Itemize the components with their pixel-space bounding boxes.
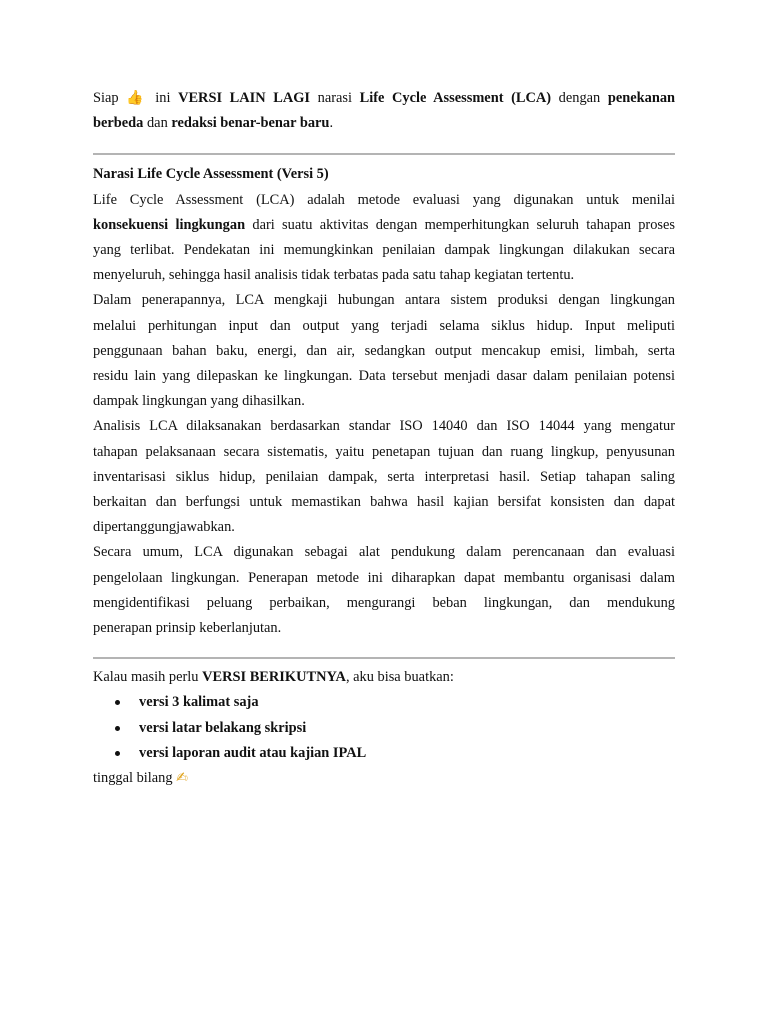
thumbs-up-icon: 👍 [126,90,148,106]
intro-text: dan [146,115,168,132]
list-item [93,741,675,766]
suggestion-list [93,690,675,766]
bullet-icon [115,751,120,756]
paragraph-3 [93,414,675,540]
paragraph-line [93,213,675,238]
paragraph-line: yang terlibat. Pendekatan ini memungkinkan penilaian dampak lingkungan dilakukan secara [93,242,675,259]
document-content [93,86,675,791]
bullet-icon [115,700,120,705]
paragraph-4 [93,540,675,641]
section-title-text: Narasi Life Cycle Assessment (Versi 5) [93,166,329,183]
paragraph-line: tahapan pelaksanaan secara sistematis, yaitu penetapan tujuan dan ruang lingkup, penyusunan [93,443,675,460]
paragraph-2 [93,288,675,414]
divider [93,153,675,155]
paragraph-line: Life Cycle Assessment (LCA) adalah metode evaluasi yang digunakan untuk menilai [93,191,675,208]
emphasis-text: konsekuensi lingkungan [93,216,246,233]
intro-bold: penekanan [607,90,676,106]
outro-text: Kalau masih perlu [93,669,199,686]
intro-bold: berbeda [93,115,144,132]
outro-line [93,665,675,690]
divider [93,657,675,659]
paragraph-line: Analisis LCA dilaksanakan berdasarkan standar ISO 14040 dan ISO 14044 yang mengatur [93,418,675,435]
paragraph-line: menyeluruh, sehingga hasil analisis tidak terbatas pada satu tahap kegiatan tertentu. [93,267,575,284]
paragraph-line: residu lain yang dilepaskan ke lingkungan. Data tersebut menjadi dasar dalam penilaian potensi [93,368,675,385]
closing-line [93,766,675,791]
paragraph-line: melalui perhitungan input dan output yang terjadi selama siklus hidup. Input meliputi [93,317,675,334]
closing-text: tinggal bilang [93,770,173,787]
intro-bold: VERSI LAIN LAGI [178,90,311,106]
intro-text: narasi [317,90,352,106]
paragraph-line: dampak lingkungan yang dihasilkan. [93,393,305,410]
intro-bold: redaksi benar-benar baru [171,115,330,132]
intro-text: . [329,115,334,132]
intro-text: Siap [93,90,119,106]
paragraph-line: inventarisasi siklus hidup, penilaian dampak, serta interpretasi hasil. Setiap tahapan saling [93,468,675,485]
writing-hand-icon: ✍ [176,770,188,787]
intro-text: ini [155,90,171,106]
paragraph-line: pengelolaan lingkungan. Penerapan metode ini diharapkan dapat membantu organisasi dalam [93,569,675,586]
intro-bold: Life Cycle Assessment (LCA) [359,90,552,106]
bullet-icon [115,726,120,731]
paragraph-line: Secara umum, LCA digunakan sebagai alat pendukung dalam perencanaan dan evaluasi [93,544,675,561]
intro-line-2 [93,111,675,136]
paragraph-line: penerapan prinsip keberlanjutan. [93,620,282,637]
paragraph-1 [93,188,675,289]
outro-bold: VERSI BERIKUTNYA [202,669,346,686]
intro-text: dengan [558,90,601,106]
list-item-text: versi 3 kalimat saja [139,694,259,711]
list-item-text: versi laporan audit atau kajian IPAL [139,744,367,761]
paragraph-line: mengidentifikasi peluang perbaikan, mengurangi beban lingkungan, dan mendukung [93,594,675,611]
section-title [93,162,675,187]
list-item [93,716,675,741]
outro-text: , aku bisa buatkan: [345,669,454,686]
list-item-text: versi latar belakang skripsi [139,719,307,736]
paragraph-line: Dalam penerapannya, LCA mengkaji hubungan antara sistem produksi dengan lingkungan [93,292,675,309]
paragraph-line: penggunaan bahan baku, energi, dan air, sedangkan output mencakup emisi, limbah, serta [93,342,675,359]
paragraph-text: dari suatu aktivitas dengan memperhitungkan seluruh tahapan proses [252,216,675,233]
list-item [93,690,675,715]
intro-line-1 [93,86,675,111]
paragraph-line: berkaitan dan berfungsi untuk memastikan bahwa hasil kajian bersifat konsisten dan dapat [93,494,675,511]
intro-paragraph [93,86,675,136]
paragraph-line: dipertanggungjawabkan. [93,519,235,536]
